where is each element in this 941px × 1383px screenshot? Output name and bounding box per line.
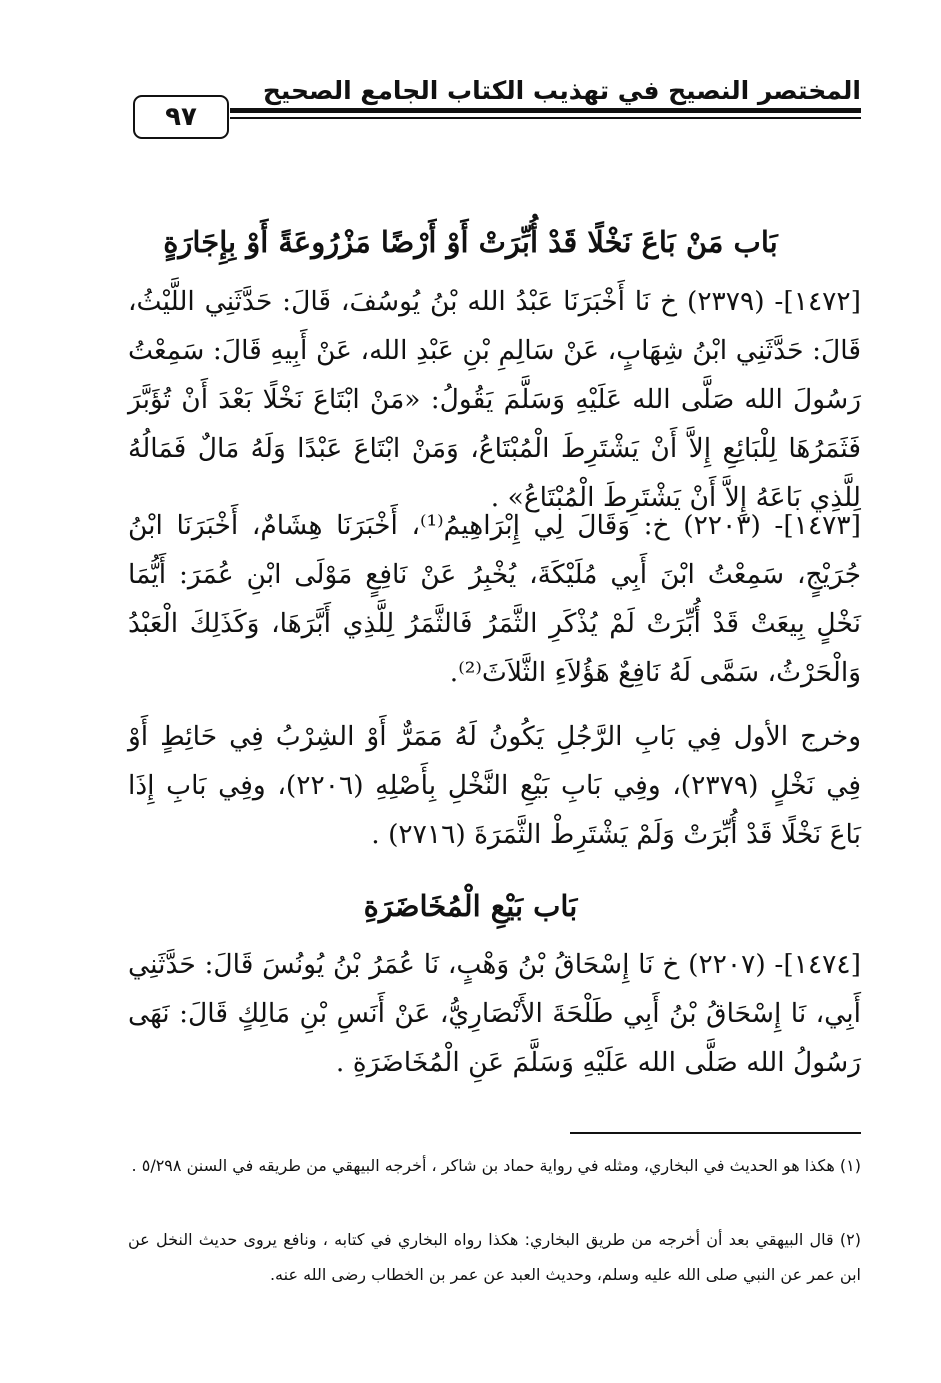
footnote-1: (١) هكذا هو الحديث في البخاري، ومثله في رواية حماد بن شاكر ، أخرجه البيهقي من طريقه في السنن ٥/٢٩٨ . (131, 1156, 861, 1175)
page-number-box (133, 95, 229, 139)
footnote-2: (٢) قال البيهقي بعد أن أخرجه من طريق البخاري: هكذا رواه البخاري في كتابه ، ونافع يروى حديث النخل عن ابن عمر عن النبي صلى الله عليه وسلم، وحديث العبد عن عمر بن الخطاب رضى الله عنه. (128, 1230, 861, 1284)
hadith-1472: [١٤٧٢]- (٢٣٧٩) خ نَا أَخْبَرَنَا عَبْدُ الله بْنُ يُوسُفَ، قَالَ: حَدَّثَنِي اللَّيْثُ، قَالَ: حَدَّثَنِي ابْنُ شِهَابٍ، عَنْ سَالِمِ بْنِ عَبْدِ الله، عَنْ أَبِيهِ قَالَ: سَمِعْتُ رَسُولَ الله صَلَّى الله عَلَيْهِ وَسَلَّمَ يَقُولُ: «مَنْ ابْتَاعَ نَخْلًا بَعْدَ أَنْ تُؤَبَّرَ فَثَمَرُهَا لِلْبَائِعِ إِلاَّ أَنْ يَشْتَرِطَ الْمُبْتَاعُ، وَمَنْ ابْتَاعَ عَبْدًا وَلَهُ مَالٌ فَمَالُهُ لِلَّذِي بَاعَهُ إِلاَّ أَنْ يَشْتَرِطَ الْمُبْتَاعُ» . (128, 286, 861, 513)
header-rule-thin (230, 117, 861, 119)
hadith-1473: [١٤٧٣]- (٢٢٠٣) خ: وَقَالَ لِي إِبْرَاهِيمُ⁽¹⁾، أَخْبَرَنَا هِشَامٌ، أَخْبَرَنَا ابْنُ جُرَيْجٍ، سَمِعْتُ ابْنَ أَبِي مُلَيْكَةَ، يُخْبِرُ عَنْ نَافِعٍ مَوْلَى ابْنِ عُمَرَ: أَيُّمَا نَخْلٍ بِيعَتْ قَدْ أُبِّرَتْ لَمْ يُذْكَرِ الثَّمَرُ فَالثَّمَرُ لِلَّذِي أَبَّرَهَا، وَكَذَلِكَ الْعَبْدُ وَالْحَرْثُ، سَمَّى لَهُ نَافِعٌ هَؤُلاَءِ الثَّلاَثَ⁽²⁾. (128, 510, 861, 688)
footnote-separator (570, 1132, 861, 1134)
takhrij-paragraph: وخرج الأول فِي بَابِ الرَّجُلِ يَكُونُ لَهُ مَمَرٌّ أَوْ الشِرْبُ فِي حَائِطٍ أَوْ فِي نَخْلٍ (٢٣٧٩)، وفِي بَابِ بَيْعِ النَّخْلِ بِأَصْلِهِ (٢٢٠٦)، وفِي بَابِ إِذَا بَاعَ نَخْلًا قَدْ أُبِّرَتْ وَلَمْ يَشْتَرِطْ الثَّمَرَةَ (٢٧١٦) . (128, 721, 861, 850)
hadith-1474: [١٤٧٤]- (٢٢٠٧) خ نَا إِسْحَاقُ بْنُ وَهْبٍ، نَا عُمَرُ بْنُ يُونُسَ قَالَ: حَدَّثَنِي أَبِي، نَا إِسْحَاقُ بْنُ أَبِي طَلْحَةَ الأَنْصَارِيُّ، عَنْ أَنَسِ بْنِ مَالِكٍ قَالَ: نَهَى رَسُولُ الله صَلَّى الله عَلَيْهِ وَسَلَّمَ عَنِ الْمُخَاضَرَةِ . (128, 949, 861, 1078)
chapter-heading-2: بَاب بَيْعِ الْمُخَاضَرَةِ (363, 889, 578, 923)
page-number: ٩٧ (165, 102, 197, 132)
header-rule-thick (230, 108, 861, 113)
running-header-title: المختصر النصيح في تهذيب الكتاب الجامع الصحيح (262, 76, 861, 105)
chapter-heading-1: بَاب مَنْ بَاعَ نَخْلًا قَدْ أُبِّرَتْ أَوْ أَرْضًا مَزْرُوعَةً أَوْ بِإِجَارَةٍ (163, 225, 778, 259)
